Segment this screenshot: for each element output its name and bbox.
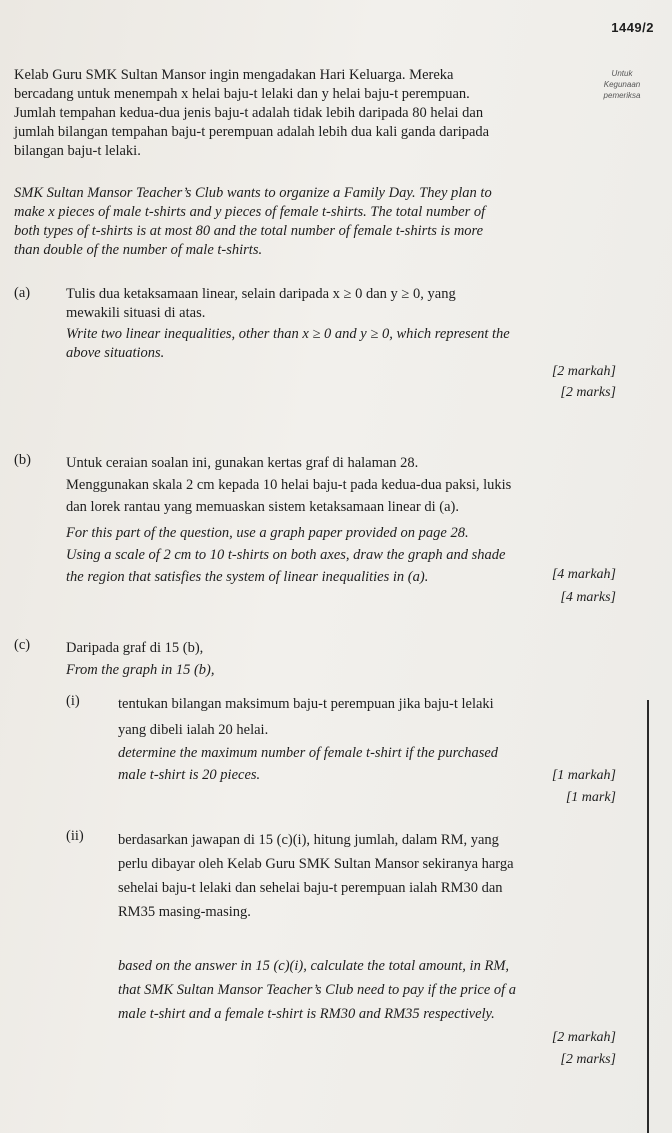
question-line: sehelai baju-t lelaki dan sehelai baju-t perempuan ialah RM30 dan bbox=[118, 880, 503, 896]
intro-line: Jumlah tempahan kedua-dua jenis baju-t adalah tidak lebih daripada 80 helai dan bbox=[14, 105, 484, 121]
question-line: tentukan bilangan maksimum baju-t perempuan jika baju-t lelaki bbox=[118, 696, 494, 712]
part-c-ii-english bbox=[118, 954, 638, 1026]
part-c-i-marks-en: [1 mark] bbox=[565, 790, 616, 805]
intro-malay bbox=[14, 66, 574, 161]
question-line: Tulis dua ketaksamaan linear, selain daripada x ≥ 0 dan y ≥ 0, yang bbox=[66, 286, 456, 302]
part-a-label: (a) bbox=[14, 285, 31, 301]
question-line: the region that satisfies the system of linear inequalities in (a). bbox=[66, 569, 429, 585]
part-b-marks-en: [4 marks] bbox=[560, 590, 616, 605]
question-line: above situations. bbox=[66, 345, 165, 361]
part-a-english bbox=[66, 325, 636, 363]
part-a-marks-en: [2 marks] bbox=[560, 385, 616, 400]
part-c-i-label: (i) bbox=[66, 693, 80, 709]
intro-line: both types of t-shirts is at most 80 and the total number of female t-shirts is more bbox=[14, 223, 484, 239]
question-line: based on the answer in 15 (c)(i), calculate the total amount, in RM, bbox=[118, 958, 510, 974]
part-c-i-marks-ms: [1 markah] bbox=[551, 768, 616, 783]
question-line: Menggunakan skala 2 cm kepada 10 helai baju-t pada kedua-dua paksi, lukis bbox=[66, 477, 512, 493]
part-b-label: (b) bbox=[14, 452, 31, 468]
intro-line: than double of the number of male t-shirts. bbox=[14, 242, 263, 258]
question-line: Using a scale of 2 cm to 10 t-shirts on both axes, draw the graph and shade bbox=[66, 547, 506, 563]
part-c-label: (c) bbox=[14, 637, 31, 653]
question-line: Untuk ceraian soalan ini, gunakan kertas graf di halaman 28. bbox=[66, 455, 419, 471]
question-line: Write two linear inequalities, other than x ≥ 0 and y ≥ 0, which represent the bbox=[66, 326, 510, 342]
margin-note-line: Untuk bbox=[611, 69, 633, 78]
question-line: male t-shirt and a female t-shirt is RM30 and RM35 respectively. bbox=[118, 1006, 495, 1022]
part-a-malay bbox=[66, 285, 626, 323]
question-line: perlu dibayar oleh Kelab Guru SMK Sultan Mansor sekiranya harga bbox=[118, 856, 514, 872]
question-line: berdasarkan jawapan di 15 (c)(i), hitung jumlah, dalam RM, yang bbox=[118, 832, 499, 848]
part-c-intro bbox=[66, 637, 626, 681]
part-c-ii-marks-ms: [2 markah] bbox=[551, 1030, 616, 1045]
question-line: From the graph in 15 (b), bbox=[66, 662, 215, 678]
question-line: For this part of the question, use a graph paper provided on page 28. bbox=[66, 525, 469, 541]
examiner-margin-line bbox=[647, 700, 649, 1133]
part-c-i-malay bbox=[118, 693, 638, 741]
question-line: mewakili situasi di atas. bbox=[66, 305, 206, 321]
intro-line: make x pieces of male t-shirts and y pieces of female t-shirts. The total number of bbox=[14, 204, 486, 220]
part-c-ii-marks-en: [2 marks] bbox=[560, 1052, 616, 1067]
question-line: that SMK Sultan Mansor Teacher’s Club need to pay if the price of a bbox=[118, 982, 517, 998]
paper-code: 1449/2 bbox=[611, 20, 654, 35]
question-line: Daripada graf di 15 (b), bbox=[66, 640, 204, 656]
part-b-marks-ms: [4 markah] bbox=[551, 567, 616, 582]
part-c-ii-label: (ii) bbox=[66, 828, 84, 844]
intro-line: Kelab Guru SMK Sultan Mansor ingin mengadakan Hari Keluarga. Mereka bbox=[14, 67, 454, 83]
part-b-english bbox=[66, 502, 636, 588]
intro-line: SMK Sultan Mansor Teacher’s Club wants to organize a Family Day. They plan to bbox=[14, 185, 492, 201]
examiner-use-note bbox=[582, 68, 662, 101]
intro-line: jumlah bilangan tempahan baju-t perempuan adalah lebih dua kali ganda daripada bbox=[14, 124, 490, 140]
part-c-ii-malay bbox=[118, 828, 638, 924]
question-line: male t-shirt is 20 pieces. bbox=[118, 767, 261, 783]
question-line: yang dibeli ialah 20 helai. bbox=[118, 722, 269, 738]
question-line: dan lorek rantau yang memuaskan sistem ketaksamaan linear di (a). bbox=[66, 499, 459, 515]
margin-note-line: pemeriksa bbox=[603, 91, 641, 100]
intro-line: bilangan baju-t lelaki. bbox=[14, 143, 141, 159]
intro-english bbox=[14, 184, 634, 260]
margin-note-line: Kegunaan bbox=[603, 80, 641, 89]
question-line: RM35 masing-masing. bbox=[118, 904, 251, 920]
intro-line: bercadang untuk menempah x helai baju-t lelaki dan y helai baju-t perempuan. bbox=[14, 86, 470, 102]
question-line: determine the maximum number of female t-shirt if the purchased bbox=[118, 745, 499, 761]
part-a-marks-ms: [2 markah] bbox=[551, 364, 616, 379]
